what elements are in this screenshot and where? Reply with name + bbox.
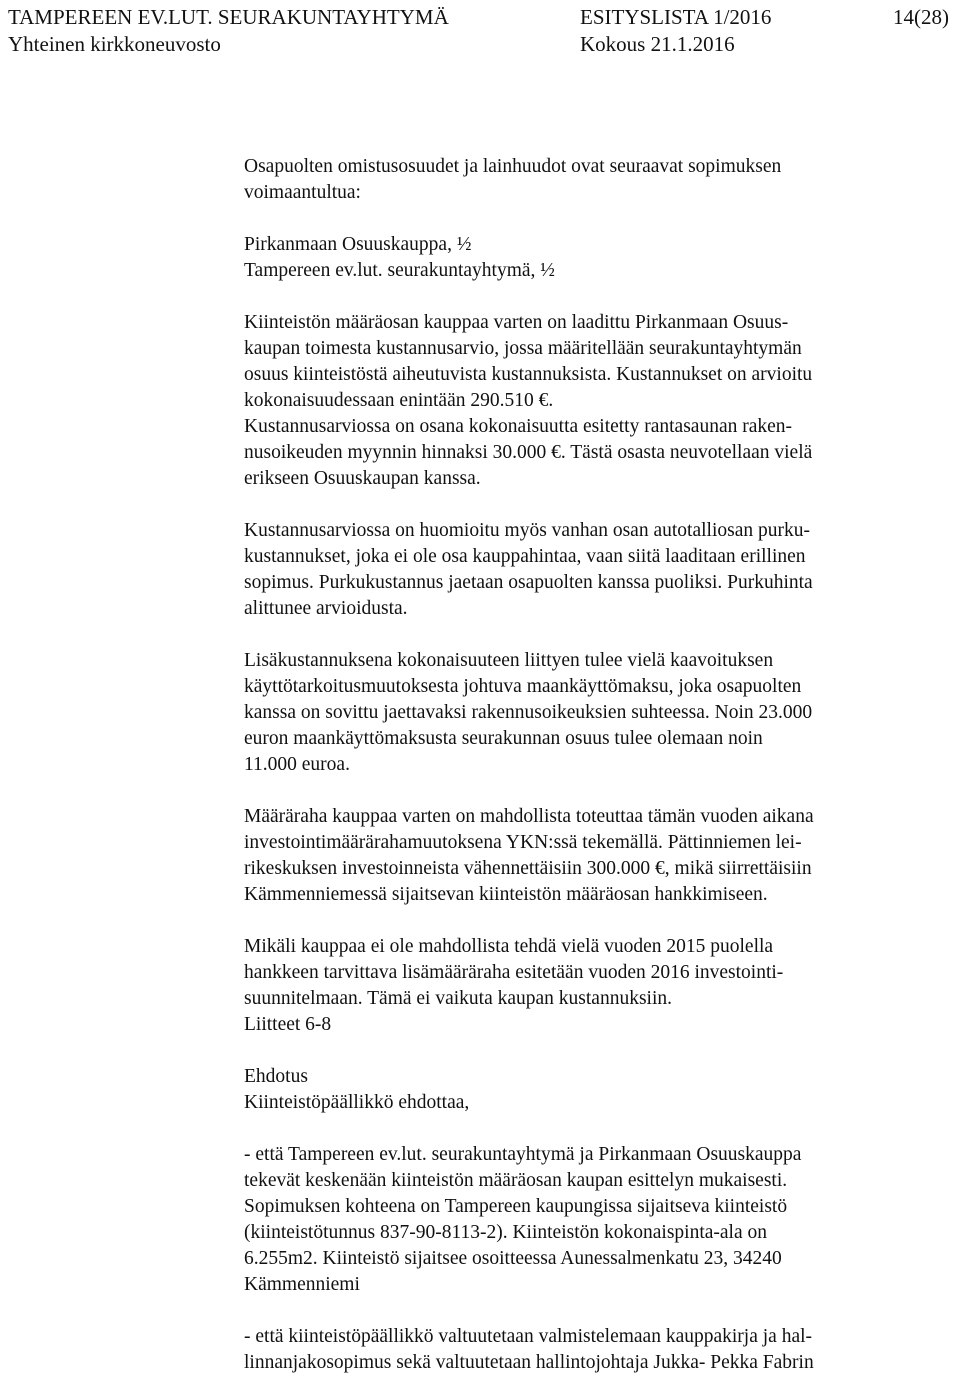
- text-line: Kiinteistöpäällikkö ehdottaa,: [244, 1092, 470, 1113]
- text-line: kaupan toimesta kustannusarvio, jossa määritellään seurakuntayhtymän: [244, 338, 802, 359]
- text-line: - että kiinteistöpäällikkö valtuutetaan valmistelemaan kauppakirja ja hal-: [244, 1326, 813, 1347]
- text-line: tekevät keskenään kiinteistön määräosan kaupan esittelyn mukaisesti.: [244, 1170, 788, 1191]
- agenda-number: ESITYSLISTA 1/2016: [580, 5, 772, 29]
- paragraph-appropriation: [244, 804, 956, 908]
- text-line: investointimäärärahamuutoksena YKN:ssä tekemällä. Pättinniemen lei-: [244, 832, 802, 853]
- text-line: nusoikeuden myynnin hinnaksi 30.000 €. Tästä osasta neuvotellaan vielä: [244, 442, 813, 463]
- meeting-date: Kokous 21.1.2016: [580, 32, 735, 56]
- text-line: Sopimuksen kohteena on Tampereen kaupungissa sijaitseva kiinteistö: [244, 1196, 788, 1217]
- text-line: - että Tampereen ev.lut. seurakuntayhtymä ja Pirkanmaan Osuuskauppa: [244, 1144, 802, 1165]
- paragraph-proposal-2: [244, 1324, 956, 1376]
- attachments-reference: Liitteet 6-8: [244, 1014, 332, 1035]
- text-line: Tampereen ev.lut. seurakuntayhtymä, ½: [244, 260, 555, 281]
- text-line: 11.000 euroa.: [244, 754, 350, 775]
- text-line: rikeskuksen investoinneista vähennettäisiin 300.000 €, mikä siirrettäisiin: [244, 858, 812, 879]
- governing-body: Yhteinen kirkkoneuvosto: [8, 32, 221, 56]
- text-line: 6.255m2. Kiinteistö sijaitsee osoitteessa Aunessalmenkatu 23, 34240: [244, 1248, 782, 1269]
- text-line: Mikäli kauppaa ei ole mahdollista tehdä vielä vuoden 2015 puolella: [244, 936, 774, 957]
- text-line: voimaantultua:: [244, 182, 361, 203]
- text-line: suunnitelmaan. Tämä ei vaikuta kaupan kustannuksiin.: [244, 988, 673, 1009]
- paragraph-owners: [244, 232, 956, 284]
- page-number: 14(28): [893, 5, 949, 29]
- text-line: (kiinteistötunnus 837-90-8113-2). Kiinteistön kokonaispinta-ala on: [244, 1222, 767, 1243]
- paragraph-additional-cost: [244, 648, 956, 778]
- paragraph-garage: [244, 518, 956, 622]
- text-line: Pirkanmaan Osuuskauppa, ½: [244, 234, 472, 255]
- text-line: Kustannusarviossa on huomioitu myös vanhan osan autotalliosan purku-: [244, 520, 810, 541]
- text-line: Lisäkustannuksena kokonaisuuteen liittyen tulee vielä kaavoituksen: [244, 650, 774, 671]
- paragraph-proposal: [244, 1064, 956, 1116]
- text-line: euron maankäyttömaksusta seurakunnan osuus tulee olemaan noin: [244, 728, 763, 749]
- text-line: kanssa on sovittu jaettavaksi rakennusoikeuksien suhteessa. Noin 23.000: [244, 702, 813, 723]
- paragraph-estimate: [244, 310, 956, 492]
- text-line: alittunee arvioidusta.: [244, 598, 408, 619]
- text-line: Kämmenniemessä sijaitsevan kiinteistön määräosan hankkimiseen.: [244, 884, 768, 905]
- organization-name: TAMPEREEN EV.LUT. SEURAKUNTAYHTYMÄ: [8, 5, 449, 29]
- text-line: hankkeen tarvittava lisämääräraha esitetään vuoden 2016 investointi-: [244, 962, 784, 983]
- text-line: kustannukset, joka ei ole osa kauppahintaa, vaan siitä laaditaan erillinen: [244, 546, 806, 567]
- paragraph-ownership: [244, 154, 956, 206]
- text-line: Osapuolten omistusosuudet ja lainhuudot ovat seuraavat sopimuksen: [244, 156, 782, 177]
- proposal-heading: Ehdotus: [244, 1066, 308, 1087]
- text-line: erikseen Osuuskaupan kanssa.: [244, 468, 481, 489]
- text-line: Kiinteistön määräosan kauppaa varten on laadittu Pirkanmaan Osuus-: [244, 312, 789, 333]
- text-line: kokonaisuudessaan enintään 290.510 €.: [244, 390, 554, 411]
- paragraph-proposal-1: [244, 1142, 956, 1298]
- text-line: käyttötarkoitusmuutoksesta johtuva maankäyttömaksu, joka osapuolten: [244, 676, 802, 697]
- text-line: osuus kiinteistöstä aiheutuvista kustannuksista. Kustannukset on arvioitu: [244, 364, 813, 385]
- text-line: Määräraha kauppaa varten on mahdollista toteuttaa tämän vuoden aikana: [244, 806, 814, 827]
- text-line: Kämmenniemi: [244, 1274, 360, 1295]
- text-line: sopimus. Purkukustannus jaetaan osapuolten kanssa puoliksi. Purkuhinta: [244, 572, 813, 593]
- paragraph-if-not-possible: [244, 934, 956, 1038]
- page-header: [0, 0, 960, 60]
- document-body: [244, 154, 956, 1376]
- text-line: Kustannusarviossa on osana kokonaisuutta esitetty rantasaunan raken-: [244, 416, 793, 437]
- text-line: linnanjakosopimus sekä valtuutetaan hallintojohtaja Jukka- Pekka Fabrin: [244, 1352, 814, 1373]
